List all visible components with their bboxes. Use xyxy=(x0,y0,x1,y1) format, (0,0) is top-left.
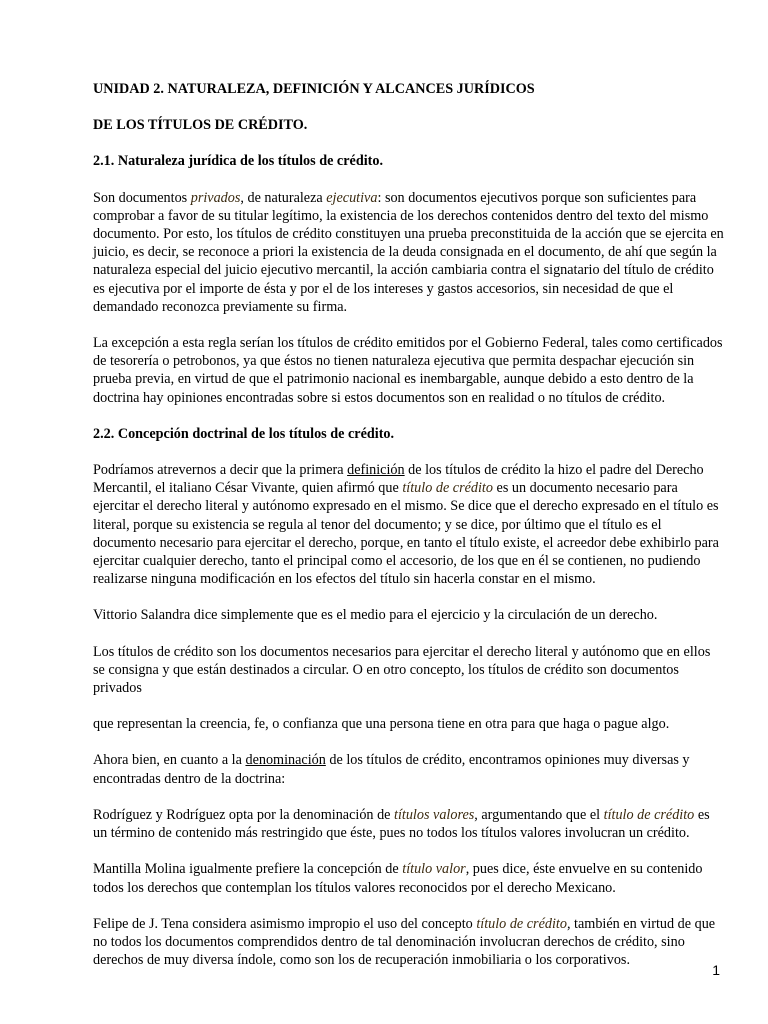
italic-term-titulo-de-credito: título de crédito xyxy=(476,915,567,932)
text-run: Rodríguez y Rodríguez opta por la denominación de xyxy=(93,806,395,823)
paragraph-rodriguez xyxy=(93,806,725,842)
paragraph-denominacion xyxy=(93,751,725,787)
italic-term-privados: privados xyxy=(190,189,241,206)
text-run: es un documento necesario para ejercitar el derecho literal y autónomo expresado en el mismo. Se dice que el derecho expresado en el título es literal, porque su existencia se regula al tenor del documento; y se dice, por último que el título es el documento necesario para ejercitar el derecho, porque, en tanto el título existe, el acreedor debe exhibirlo para ejercitar cualquier derecho, tanto el principal como el accesorio, de los que en él se contienen, no pudiendo realizarse ninguna modificación en los efectos del título sin hacerla constar en el mismo. xyxy=(93,480,719,588)
paragraph-vivante xyxy=(93,461,725,588)
italic-term-ejecutiva: ejecutiva xyxy=(326,189,378,206)
text-run: es un término de contenido más restringido que éste, pues no todos los títulos valores involucran un crédito. xyxy=(93,806,710,842)
paragraph-tena xyxy=(93,915,725,970)
link-definicion[interactable]: definición xyxy=(347,462,405,479)
text-run: Felipe de J. Tena considera asimismo impropio el uso del concepto xyxy=(93,915,477,932)
paragraph-creencia: que representan la creencia, fe, o confianza que una persona tiene en otra para que haga o pague algo. xyxy=(93,716,670,733)
section-heading-2-1: 2.1. Naturaleza jurídica de los títulos de crédito. xyxy=(93,153,384,170)
text-run: , pues dice, éste envuelve en su contenido todos los derechos que contemplan los títulos valores reconocidos por el derecho Mexicano. xyxy=(93,861,703,896)
unit-title: UNIDAD 2. NATURALEZA, DEFINICIÓN Y ALCANCES JURÍDICOS xyxy=(93,81,535,97)
text-run: Podríamos atrevernos a decir que la primera xyxy=(93,462,348,479)
italic-term-titulos-valores: títulos valores xyxy=(394,806,475,823)
section-heading-2-2: 2.2. Concepción doctrinal de los títulos de crédito. xyxy=(93,425,395,442)
text-run: Mantilla Molina igualmente prefiere la concepción de xyxy=(93,861,403,878)
text-run: : son documentos ejecutivos porque son suficientes para comprobar a favor de su titular legítimo, la existencia de los derechos contenidos dentro del texto del mismo documento. Por esto, los títulos de crédito constituyen una prueba preconstituida de la acción que se ejercita en juicio, es decir, se reconoce a priori la existencia de la deuda consignada en el documento, de ahí que según la naturaleza especial del juicio ejecutivo mercantil, la acción cambiaria contra el signatario del título de crédito es ejecutiva por el importe de ésta y por el de los intereses y gastos accesorios, sin necesidad de que el demandado reconozca previamente su firma. xyxy=(93,189,724,315)
unit-title-continued: DE LOS TÍTULOS DE CRÉDITO. xyxy=(93,117,308,134)
text-run: , argumentando que el xyxy=(474,806,604,823)
italic-term-titulo-valor: título valor xyxy=(402,861,466,878)
paragraph-naturaleza xyxy=(93,189,725,316)
text-run: Ahora bien, en cuanto a la xyxy=(93,752,246,769)
text-run: de los títulos de crédito la hizo el padre del Derecho Mercantil, el italiano César Vivante, quien afirmó que xyxy=(93,462,704,497)
text-run: de los títulos de crédito, encontramos opiniones muy diversas y encontradas dentro de la doctrina: xyxy=(93,752,690,787)
italic-term-titulo-de-credito: título de crédito xyxy=(402,480,493,497)
text-run: , de naturaleza xyxy=(240,189,327,206)
page-number: 1 xyxy=(712,962,720,978)
paragraph-salandra: Vittorio Salandra dice simplemente que es el medio para el ejercicio y la circulación de un derecho. xyxy=(93,607,658,624)
paragraph-excepcion: La excepción a esta regla serían los títulos de crédito emitidos por el Gobierno Federal, tales como certificados de tesorería o petrobonos, ya que éstos no tienen naturaleza ejecutiva que permita despachar ejecución sin prueba previa, en virtud de que el patrimonio nacional es inembargable, aunque debido a esto dentro de la doctrina hay opiniones encontradas sobre si estos documentos son en realidad o no títulos de crédito. xyxy=(93,335,723,406)
paragraph-documentos-necesarios: Los títulos de crédito son los documentos necesarios para ejercitar el derecho literal y autónomo que en ellos se consigna y que están destinados a circular. O en otro concepto, los títulos de crédito son documentos privados xyxy=(93,643,711,697)
text-run: , también en virtud de que no todos los documentos comprendidos dentro de tal denominación involucran derechos de crédito, sino derechos de muy diversa índole, como son los de recuperación inmobiliaria o los corporativos. xyxy=(93,915,716,969)
paragraph-mantilla-molina xyxy=(93,860,725,896)
link-denominacion[interactable]: denominación xyxy=(245,752,326,769)
document-page xyxy=(93,80,725,969)
italic-term-titulo-de-credito: título de crédito xyxy=(603,806,695,823)
text-run: Son documentos xyxy=(93,189,191,206)
